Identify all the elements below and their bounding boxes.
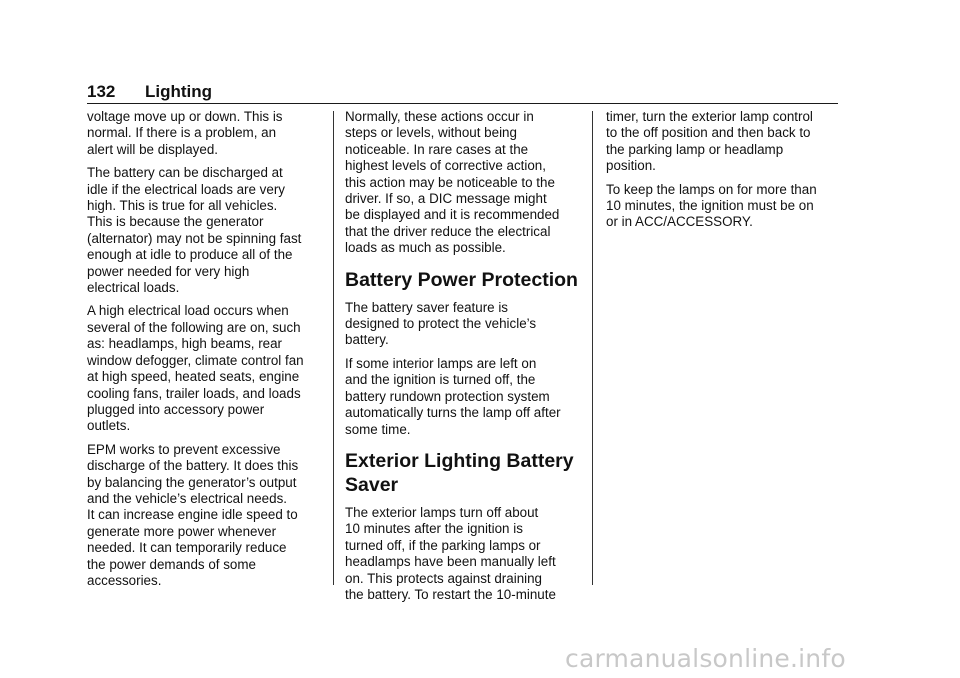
paragraph: To keep the lamps on for more than 10 minutes, the ignition must be on or in ACC/ACCESSORY.	[606, 181, 817, 230]
text-column-1	[87, 109, 323, 596]
page-header	[87, 82, 838, 104]
paragraph: timer, turn the exterior lamp control to the off position and then back to the parking lamp or headlamp position.	[606, 109, 813, 174]
paragraph: A high electrical load occurs when several of the following are on, such as: headlamps, high beams, rear window defogger, climate control fan at high speed, heated seats, engine cooling fans, trailer loads, and loads plugged into accessory power outlets.	[87, 303, 304, 434]
section-heading-battery-power-protection: Battery Power Protection	[345, 268, 578, 291]
paragraph: The battery can be discharged at idle if the electrical loads are very high. This is true for all vehicles. This is because the generator (alternator) may not be spinning fast enough at idle to produce all of the power needed for very high electrical loads.	[87, 165, 302, 296]
paragraph: The exterior lamps turn off about 10 minutes after the ignition is turned off, if the parking lamps or headlamps have been manually left on. This protects against draining the battery. To restart the 10-minute	[345, 504, 556, 602]
column-divider-1	[333, 111, 334, 585]
section-title: Lighting	[145, 82, 213, 101]
text-column-2	[345, 109, 581, 610]
paragraph: Normally, these actions occur in steps or levels, without being noticeable. In rare cases at the highest levels of corrective action, this action may be noticeable to the driver. If so, a DIC message might be displayed and it is recommended that the driver reduce the electrical loads as much as possible.	[345, 109, 560, 256]
text-column-3	[606, 109, 838, 238]
column-divider-2	[592, 111, 593, 585]
watermark: carmanualsonline.info	[565, 644, 846, 673]
paragraph: If some interior lamps are left on and the ignition is turned off, the battery rundown protection system automatically turns the lamp off after some time.	[345, 355, 561, 437]
paragraph: voltage move up or down. This is normal. If there is a problem, an alert will be displayed.	[87, 109, 283, 157]
paragraph: EPM works to prevent excessive discharge of the battery. It does this by balancing the generator’s output and the vehicle’s electrical needs. It can increase engine idle speed to generate more power whenever needed. It can temporarily reduce the power demands of some accessories.	[87, 441, 299, 588]
section-heading-exterior-lighting-battery-saver: Exterior Lighting Battery Saver	[345, 449, 574, 496]
page-number: 132	[87, 82, 116, 101]
paragraph: The battery saver feature is designed to protect the vehicle’s battery.	[345, 299, 537, 348]
